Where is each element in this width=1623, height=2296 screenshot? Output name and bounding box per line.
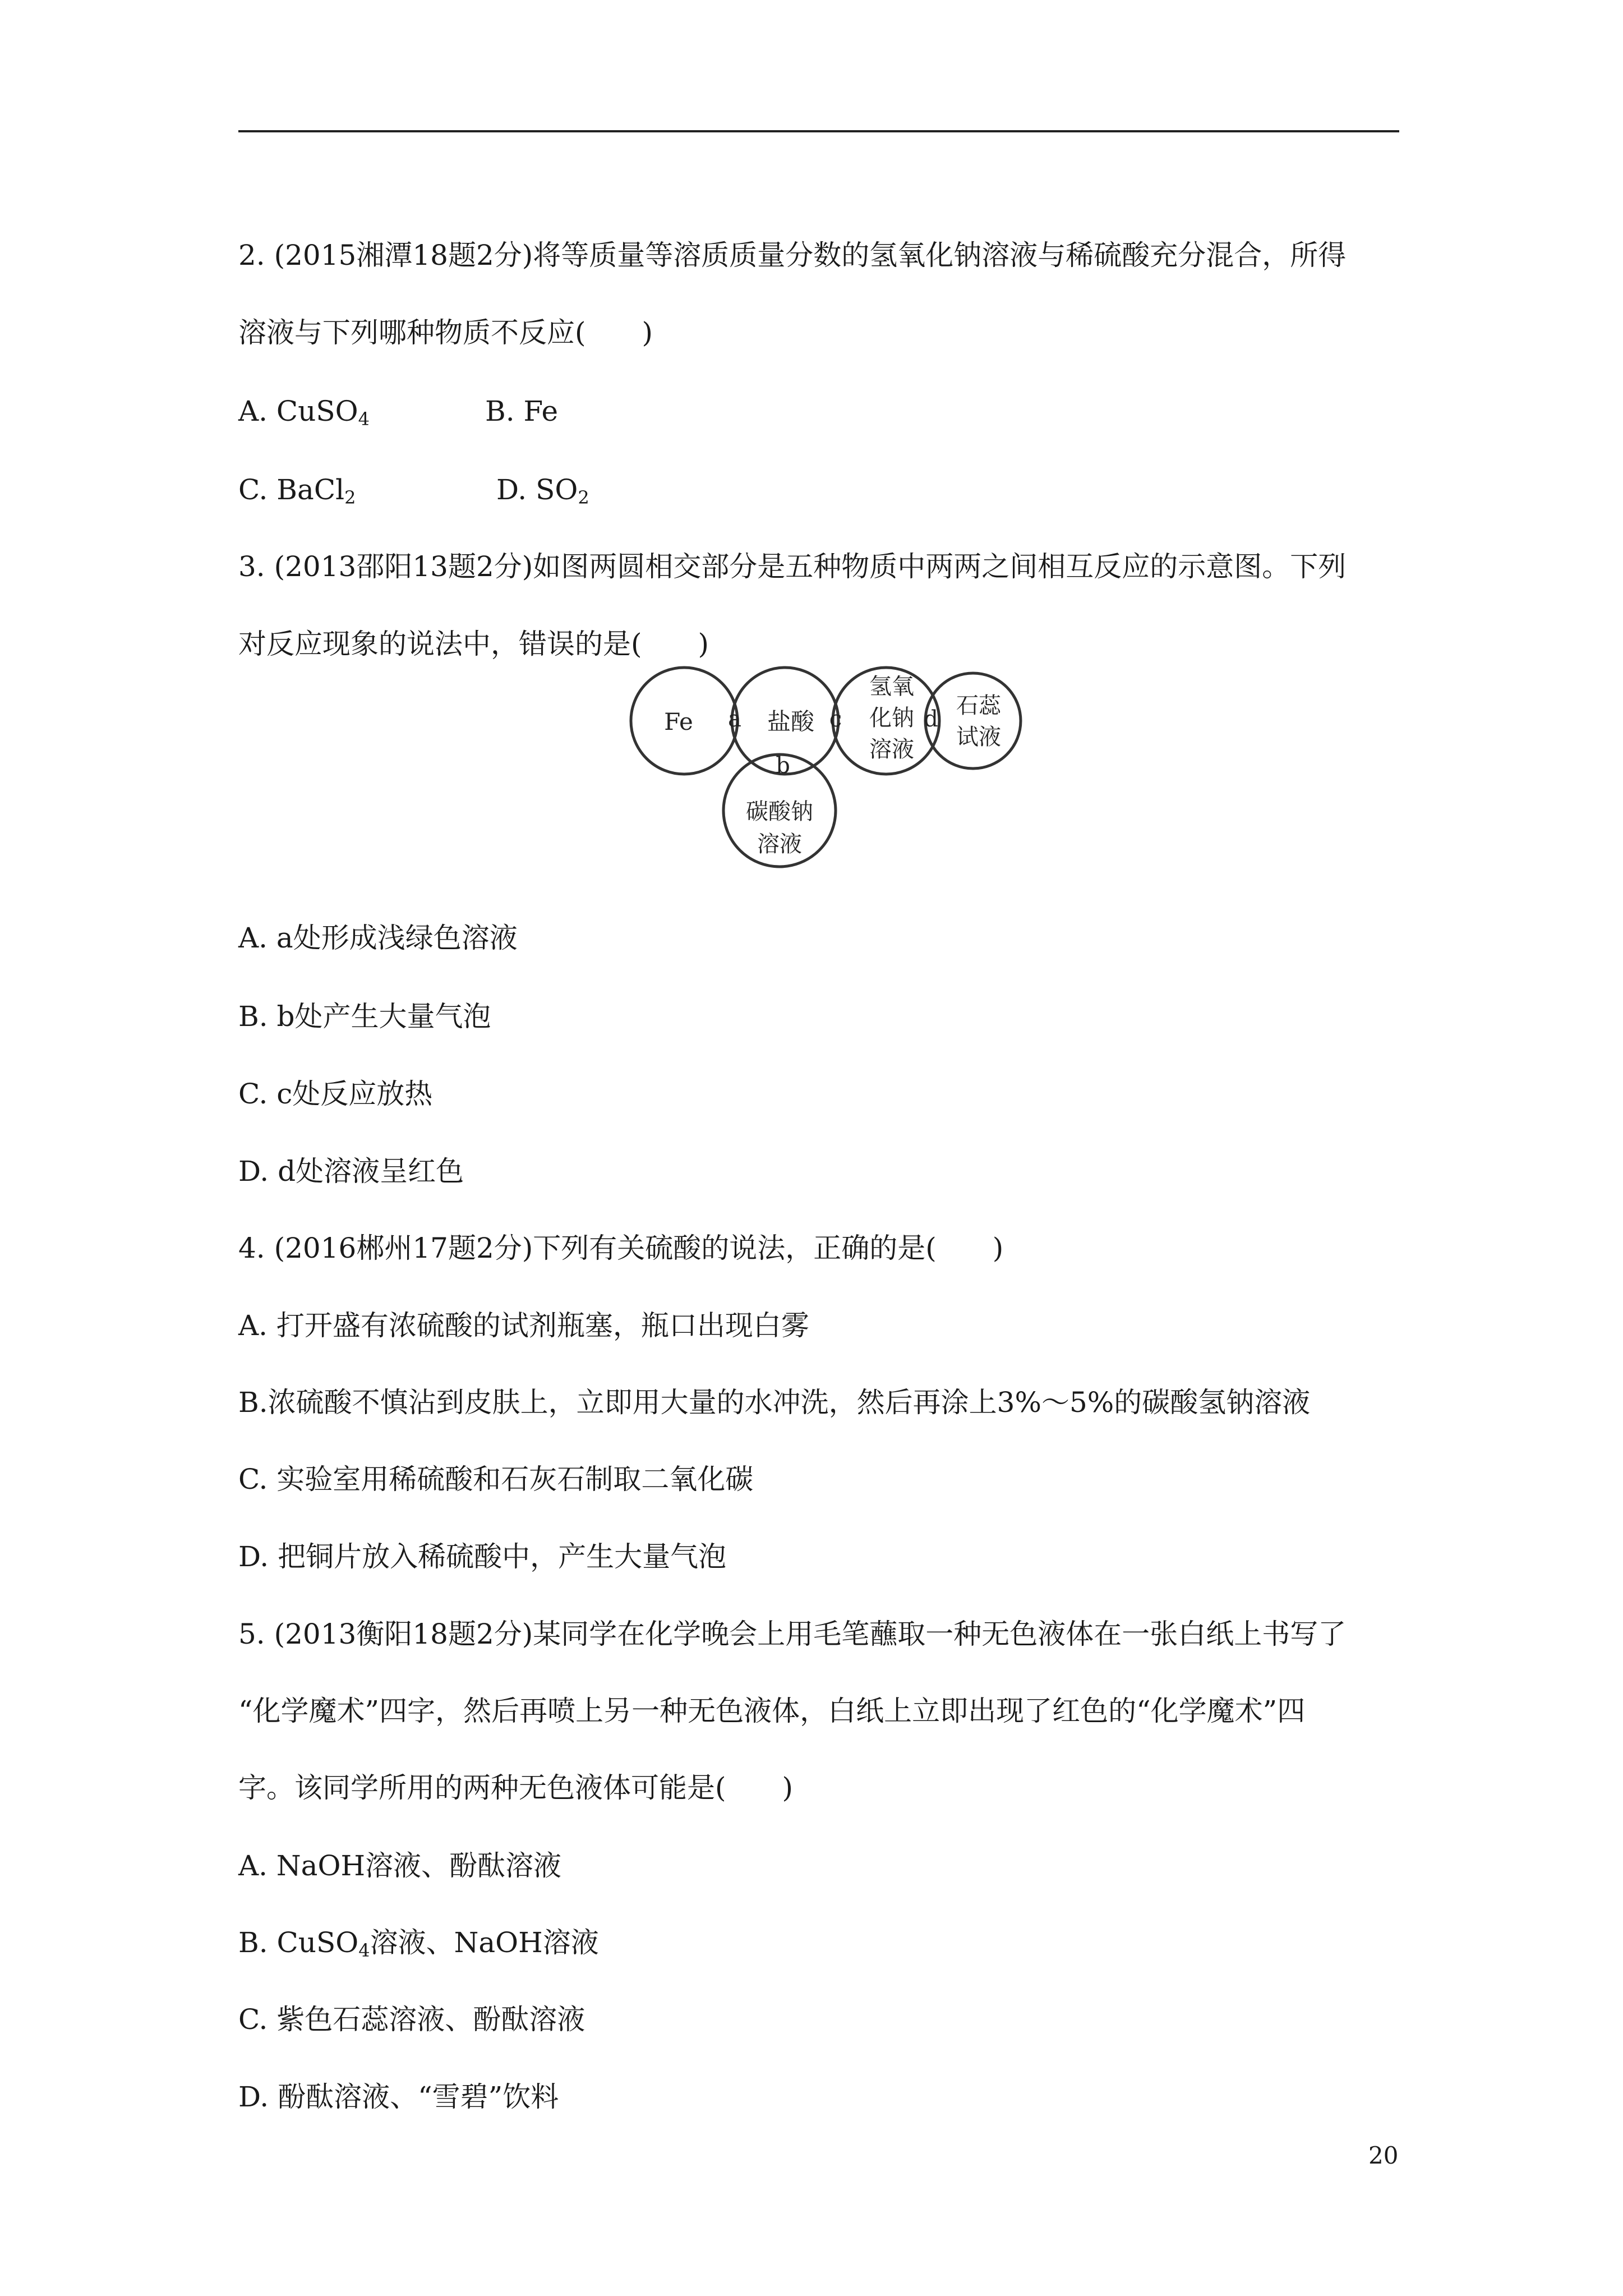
q4-option-d: D. 把铜片放入稀硫酸中，产生大量气泡 (238, 1540, 727, 1573)
label-b: b (776, 753, 790, 779)
q4-option-a: A. 打开盛有浓硫酸的试剂瓶塞，瓶口出现白雾 (238, 1309, 809, 1342)
reaction-circles-diagram (623, 659, 1026, 889)
label-naoh-1: 氢氧 (869, 674, 914, 700)
q3-stem-line2: 对反应现象的说法中，错误的是( ) (238, 628, 709, 660)
page-number: 20 (1368, 2142, 1399, 2169)
label-naoh-3: 溶液 (869, 737, 914, 762)
q5-option-b: B. CuSO$_4$溶液、NaOH溶液 (238, 1926, 599, 1961)
q2-option-c: C. BaCl$_2$ (238, 473, 356, 508)
q3-stem-line1: 3. (2013邵阳13题2分)如图两圆相交部分是五种物质中两两之间相互反应的示意图。下列 (238, 550, 1347, 583)
q2-option-d: D. $SO_2$ (496, 473, 589, 508)
q4-option-b: B.浓硫酸不慎沾到皮肤上，立即用大量的水冲洗，然后再涂上3%～5%的碳酸氢钠溶液 (238, 1386, 1311, 1419)
q2-stem-line2: 溶液与下列哪种物质不反应( ) (238, 316, 653, 349)
q5-stem-line2: “化学魔术”四字，然后再喷上另一种无色液体，白纸上立即出现了红色的“化学魔术”四 (238, 1695, 1306, 1727)
q2-stem-line1: 2. (2015湘潭18题2分)将等质量等溶质质量分数的氢氧化钠溶液与稀硫酸充分混合，所得 (238, 239, 1347, 272)
label-litmus-1: 石蕊 (956, 693, 1001, 719)
q3-option-c: C. c处反应放热 (238, 1078, 433, 1110)
label-d: d (924, 706, 938, 732)
q5-stem-line1: 5. (2013衡阳18题2分)某同学在化学晚会上用毛笔蘸取一种无色液体在一张白纸上书写了 (238, 1618, 1347, 1650)
q5-option-a: A. NaOH溶液、酚酞溶液 (238, 1849, 562, 1882)
q5-option-c: C. 紫色石蕊溶液、酚酞溶液 (238, 2003, 585, 2036)
label-hcl: 盐酸 (767, 708, 815, 735)
q2-option-b: B. Fe (485, 395, 559, 427)
label-litmus-2: 试液 (956, 724, 1001, 750)
label-na2co3-2: 溶液 (757, 831, 802, 857)
q3-option-b: B. b处产生大量气泡 (238, 1000, 491, 1033)
q2-option-a: A. CuSO$_4$ (238, 395, 370, 430)
q5-stem-line3: 字。该同学所用的两种无色液体可能是( ) (238, 1772, 794, 1804)
label-naoh-2: 化钠 (869, 705, 914, 731)
q4-stem: 4. (2016郴州17题2分)下列有关硫酸的说法，正确的是( ) (238, 1232, 1004, 1264)
label-a: a (728, 706, 741, 732)
header-rule (238, 130, 1399, 132)
q5-option-d: D. 酚酞溶液、“雪碧”饮料 (238, 2081, 559, 2113)
label-c: c (829, 706, 842, 732)
label-na2co3-1: 碳酸钠 (746, 799, 813, 825)
q3-option-d: D. d处溶液呈红色 (238, 1155, 464, 1188)
label-fe: Fe (664, 708, 693, 735)
q3-option-a: A. a处形成浅绿色溶液 (238, 922, 518, 954)
q4-option-c: C. 实验室用稀硫酸和石灰石制取二氧化碳 (238, 1463, 754, 1496)
